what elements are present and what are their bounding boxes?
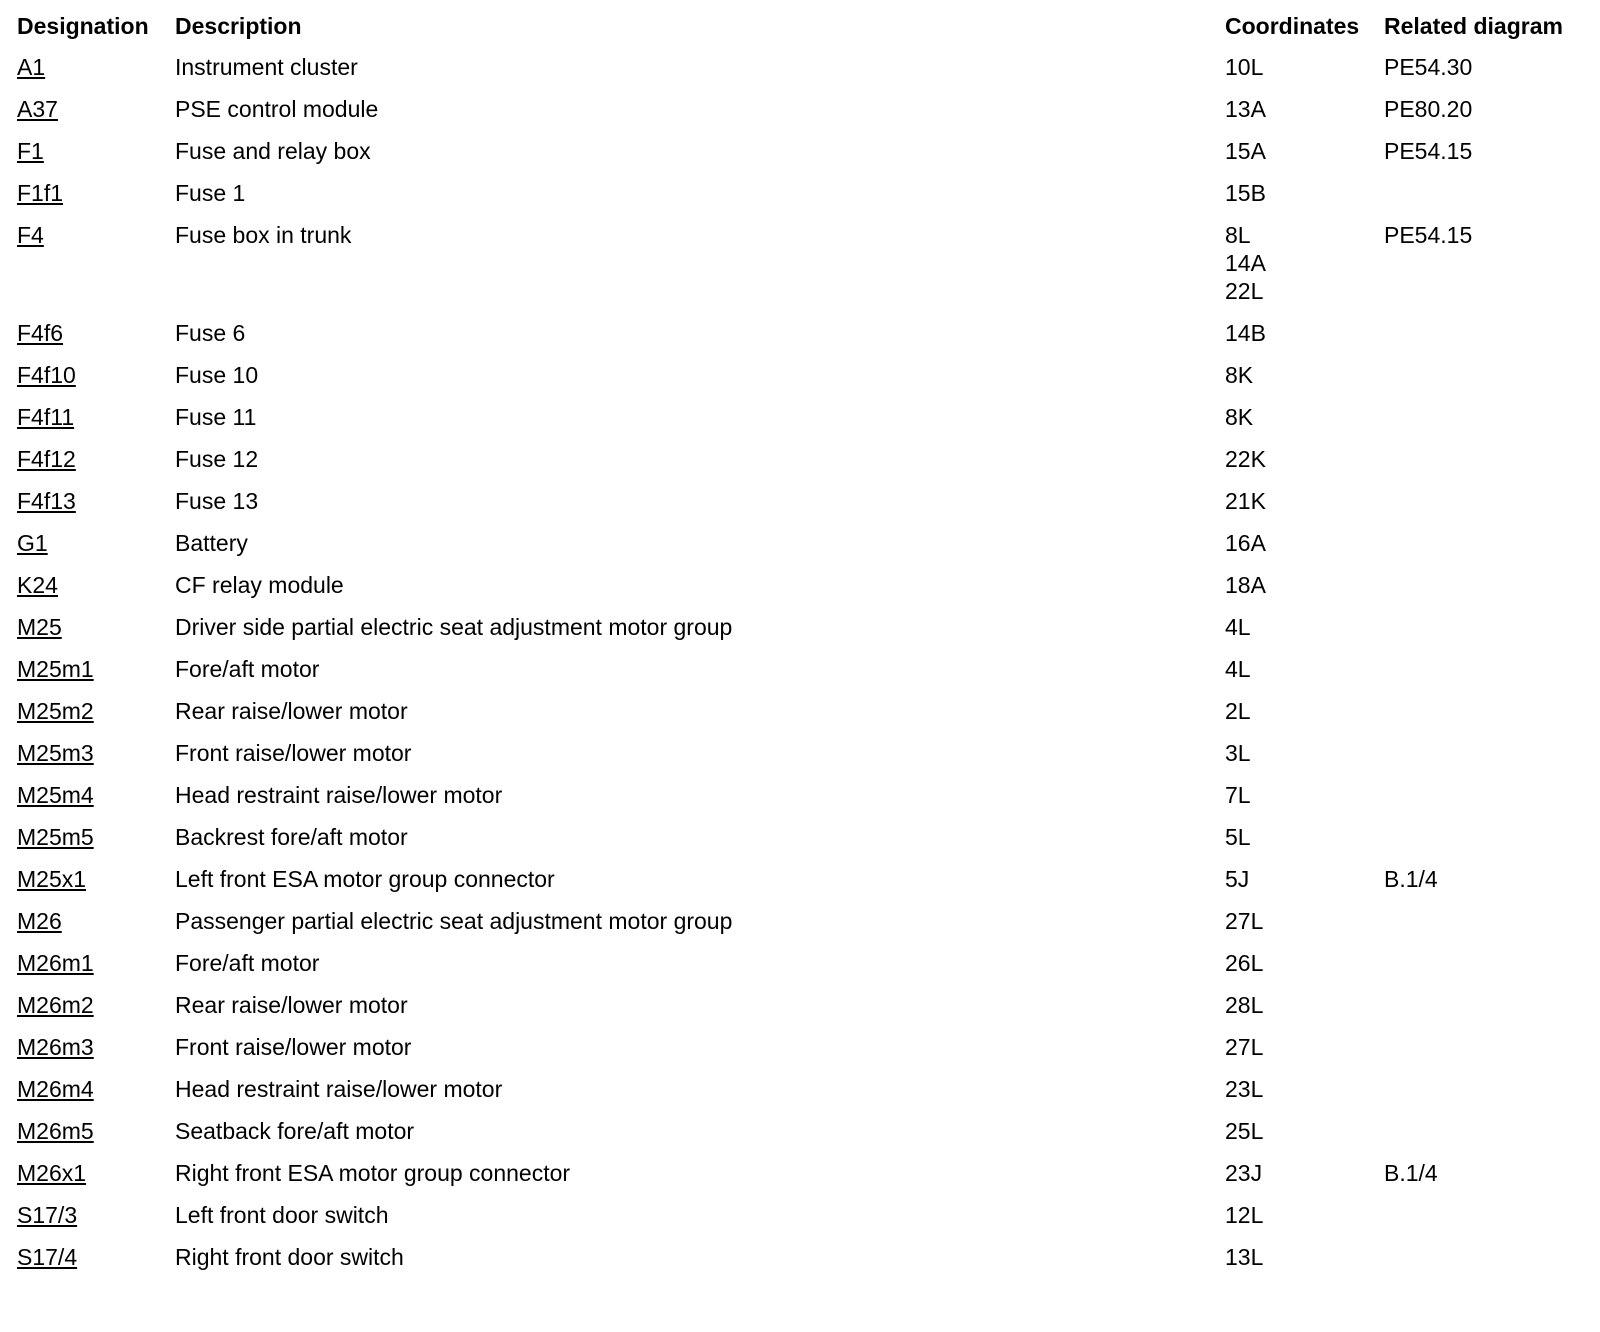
coordinate-value: 22L <box>1225 278 1264 304</box>
coordinate-value: 23J <box>1225 1160 1263 1186</box>
designation-link[interactable]: M25m1 <box>17 656 94 682</box>
description-cell: Fuse box in trunk <box>175 222 352 248</box>
header-description: Description <box>175 13 302 39</box>
description-cell: Head restraint raise/lower motor <box>175 1076 503 1102</box>
related-diagram-cell: PE54.30 <box>1384 54 1473 80</box>
designation-link[interactable]: F1f1 <box>17 180 64 206</box>
description-cell: Fuse 11 <box>175 404 257 430</box>
designation-cell <box>17 393 175 435</box>
table-body <box>17 43 1584 1275</box>
table-row <box>17 85 1584 127</box>
coordinates-cell <box>1225 645 1384 687</box>
description-cell: Fuse 10 <box>175 362 259 388</box>
table-row <box>17 1233 1584 1275</box>
related-diagram-cell: B.1/4 <box>1384 1160 1438 1186</box>
designation-cell <box>17 561 175 603</box>
table-row <box>17 477 1584 519</box>
coordinates-cell <box>1225 1191 1384 1233</box>
designation-link[interactable]: M25x1 <box>17 866 87 892</box>
description-cell: Head restraint raise/lower motor <box>175 782 503 808</box>
related-diagram-cell <box>1384 603 1584 645</box>
description-cell: Left front ESA motor group connector <box>175 866 555 892</box>
description-cell: Seatback fore/aft motor <box>175 1118 415 1144</box>
related-diagram-cell <box>1384 169 1584 211</box>
table-row <box>17 1107 1584 1149</box>
designation-cell <box>17 981 175 1023</box>
coordinates-cell <box>1225 939 1384 981</box>
description-cell: Left front door switch <box>175 1202 389 1228</box>
related-diagram-cell <box>1384 813 1584 855</box>
coordinates-cell <box>1225 1233 1384 1275</box>
description-cell: PSE control module <box>175 96 379 122</box>
designation-cell <box>17 435 175 477</box>
related-diagram-cell <box>1384 435 1584 477</box>
coordinate-value: 18A <box>1225 572 1266 598</box>
designation-link[interactable]: G1 <box>17 530 48 556</box>
coordinates-cell <box>1225 309 1384 351</box>
related-diagram-cell <box>1384 687 1584 729</box>
designation-cell <box>17 939 175 981</box>
table-row <box>17 771 1584 813</box>
designation-link[interactable]: F4f10 <box>17 362 76 388</box>
designation-cell <box>17 519 175 561</box>
designation-link[interactable]: K24 <box>17 572 58 598</box>
related-diagram-cell <box>1384 1065 1584 1107</box>
designation-cell <box>17 855 175 897</box>
designation-cell <box>17 351 175 393</box>
coordinates-cell <box>1225 981 1384 1023</box>
table-row <box>17 855 1584 897</box>
designation-link[interactable]: A37 <box>17 96 58 122</box>
designation-cell <box>17 127 175 169</box>
designation-link[interactable]: M26m1 <box>17 950 94 976</box>
coordinate-value: 14A <box>1225 250 1266 276</box>
designation-cell <box>17 169 175 211</box>
coordinates-cell <box>1225 603 1384 645</box>
coordinate-value: 13A <box>1225 96 1266 122</box>
coordinate-value: 3L <box>1225 740 1251 766</box>
related-diagram-cell <box>1384 1191 1584 1233</box>
designation-link[interactable]: F4f11 <box>17 404 75 430</box>
table-row <box>17 897 1584 939</box>
designation-cell <box>17 813 175 855</box>
coordinate-value: 21K <box>1225 488 1266 514</box>
designation-link[interactable]: M26m5 <box>17 1118 94 1144</box>
table-row <box>17 645 1584 687</box>
coordinates-cell <box>1225 519 1384 561</box>
table-row <box>17 561 1584 603</box>
related-diagram-cell <box>1384 477 1584 519</box>
table-row <box>17 309 1584 351</box>
designation-cell <box>17 1233 175 1275</box>
designation-link[interactable]: M25 <box>17 614 62 640</box>
coordinates-cell <box>1225 897 1384 939</box>
related-diagram-cell: B.1/4 <box>1384 866 1438 892</box>
table-row <box>17 603 1584 645</box>
coordinate-value: 5J <box>1225 866 1250 892</box>
designation-link[interactable]: M26 <box>17 908 62 934</box>
header-related-diagram: Related diagram <box>1384 13 1563 39</box>
related-diagram-cell <box>1384 729 1584 771</box>
coordinate-value: 2L <box>1225 698 1251 724</box>
designation-cell <box>17 43 175 85</box>
coordinates-cell <box>1225 477 1384 519</box>
description-cell: Driver side partial electric seat adjustment motor group <box>175 614 733 640</box>
coordinate-value: 10L <box>1225 54 1264 80</box>
table-row <box>17 1065 1584 1107</box>
table-row <box>17 211 1584 309</box>
coordinates-cell <box>1225 1023 1384 1065</box>
table-row <box>17 939 1584 981</box>
related-diagram-cell <box>1384 519 1584 561</box>
table-row <box>17 169 1584 211</box>
related-diagram-cell: PE80.20 <box>1384 96 1473 122</box>
designation-cell <box>17 211 175 309</box>
description-cell: Battery <box>175 530 248 556</box>
description-cell: CF relay module <box>175 572 344 598</box>
coordinates-cell <box>1225 1149 1384 1191</box>
header-coordinates: Coordinates <box>1225 13 1360 39</box>
coordinate-value: 14B <box>1225 320 1266 346</box>
description-cell: Fuse 12 <box>175 446 259 472</box>
designation-cell <box>17 1023 175 1065</box>
related-diagram-cell: PE54.15 <box>1384 222 1473 248</box>
designation-link[interactable]: M25m5 <box>17 824 94 850</box>
coordinates-cell <box>1225 687 1384 729</box>
designation-cell <box>17 1149 175 1191</box>
designation-link[interactable]: M25m3 <box>17 740 94 766</box>
designation-cell <box>17 603 175 645</box>
description-cell: Right front ESA motor group connector <box>175 1160 571 1186</box>
table-row <box>17 1191 1584 1233</box>
table-header-row <box>17 13 1584 43</box>
coordinates-cell <box>1225 351 1384 393</box>
header-designation: Designation <box>17 13 149 39</box>
coordinate-value: 13L <box>1225 1244 1264 1270</box>
description-cell: Instrument cluster <box>175 54 358 80</box>
coordinate-value: 8K <box>1225 362 1254 388</box>
designation-link[interactable]: M25m2 <box>17 698 94 724</box>
component-legend-table <box>17 13 1584 1275</box>
table-row <box>17 435 1584 477</box>
related-diagram-cell <box>1384 561 1584 603</box>
coordinate-value: 15A <box>1225 138 1266 164</box>
designation-cell <box>17 85 175 127</box>
designation-cell <box>17 897 175 939</box>
designation-link[interactable]: F4f12 <box>17 446 76 472</box>
coordinates-cell <box>1225 855 1384 897</box>
related-diagram-cell <box>1384 393 1584 435</box>
designation-link[interactable]: F1 <box>17 138 44 164</box>
description-cell: Fore/aft motor <box>175 950 320 976</box>
coordinates-cell <box>1225 729 1384 771</box>
coordinates-cell <box>1225 561 1384 603</box>
designation-link[interactable]: S17/3 <box>17 1202 78 1228</box>
coordinate-value: 8L <box>1225 222 1251 248</box>
related-diagram-cell <box>1384 1023 1584 1065</box>
designation-link[interactable]: S17/4 <box>17 1244 78 1270</box>
designation-cell <box>17 1191 175 1233</box>
designation-cell <box>17 771 175 813</box>
description-cell: Front raise/lower motor <box>175 740 412 766</box>
table-row <box>17 1149 1584 1191</box>
designation-cell <box>17 687 175 729</box>
table-row <box>17 729 1584 771</box>
designation-link[interactable]: F4 <box>17 222 44 248</box>
related-diagram-cell <box>1384 897 1584 939</box>
coordinates-cell <box>1225 435 1384 477</box>
designation-link[interactable]: M26m2 <box>17 992 94 1018</box>
description-cell: Fore/aft motor <box>175 656 320 682</box>
table-row <box>17 813 1584 855</box>
coordinates-cell <box>1225 85 1384 127</box>
coordinate-value: 16A <box>1225 530 1266 556</box>
related-diagram-cell <box>1384 351 1584 393</box>
related-diagram-cell <box>1384 771 1584 813</box>
table-row <box>17 393 1584 435</box>
table-row <box>17 687 1584 729</box>
coordinates-cell <box>1225 127 1384 169</box>
coordinate-value: 27L <box>1225 1034 1264 1060</box>
coordinates-cell <box>1225 813 1384 855</box>
table-row <box>17 43 1584 85</box>
designation-link[interactable]: M26m4 <box>17 1076 94 1102</box>
related-diagram-cell <box>1384 981 1584 1023</box>
description-cell: Right front door switch <box>175 1244 404 1270</box>
designation-cell <box>17 729 175 771</box>
related-diagram-cell <box>1384 309 1584 351</box>
coordinates-cell <box>1225 771 1384 813</box>
table-row <box>17 127 1584 169</box>
related-diagram-cell <box>1384 1107 1584 1149</box>
coordinates-cell <box>1225 1065 1384 1107</box>
coordinate-value: 4L <box>1225 614 1251 640</box>
description-cell: Fuse 1 <box>175 180 246 206</box>
description-cell: Fuse 6 <box>175 320 246 346</box>
description-cell: Rear raise/lower motor <box>175 992 408 1018</box>
designation-cell <box>17 477 175 519</box>
designation-link[interactable]: A1 <box>17 54 46 80</box>
designation-link[interactable]: F4f13 <box>17 488 76 514</box>
coordinate-value: 7L <box>1225 782 1251 808</box>
coordinates-cell <box>1225 211 1384 309</box>
table-row <box>17 981 1584 1023</box>
description-cell: Passenger partial electric seat adjustment motor group <box>175 908 733 934</box>
designation-link[interactable]: M26m3 <box>17 1034 94 1060</box>
designation-cell <box>17 1065 175 1107</box>
description-cell: Rear raise/lower motor <box>175 698 408 724</box>
coordinate-value: 5L <box>1225 824 1251 850</box>
designation-cell <box>17 309 175 351</box>
designation-link[interactable]: M25m4 <box>17 782 94 808</box>
description-cell: Front raise/lower motor <box>175 1034 412 1060</box>
coordinate-value: 12L <box>1225 1202 1264 1228</box>
designation-cell <box>17 645 175 687</box>
coordinate-value: 8K <box>1225 404 1254 430</box>
coordinate-value: 15B <box>1225 180 1266 206</box>
coordinate-value: 27L <box>1225 908 1264 934</box>
designation-cell <box>17 1107 175 1149</box>
description-cell: Backrest fore/aft motor <box>175 824 408 850</box>
coordinate-value: 28L <box>1225 992 1264 1018</box>
coordinates-cell <box>1225 393 1384 435</box>
designation-link[interactable]: F4f6 <box>17 320 64 346</box>
coordinate-value: 22K <box>1225 446 1266 472</box>
description-cell: Fuse and relay box <box>175 138 371 164</box>
table-row <box>17 1023 1584 1065</box>
coordinates-cell <box>1225 1107 1384 1149</box>
related-diagram-cell <box>1384 939 1584 981</box>
designation-link[interactable]: M26x1 <box>17 1160 87 1186</box>
description-cell: Fuse 13 <box>175 488 259 514</box>
table-row <box>17 351 1584 393</box>
coordinate-value: 26L <box>1225 950 1264 976</box>
coordinate-value: 25L <box>1225 1118 1264 1144</box>
related-diagram-cell <box>1384 645 1584 687</box>
coordinate-value: 4L <box>1225 656 1251 682</box>
table-row <box>17 519 1584 561</box>
related-diagram-cell: PE54.15 <box>1384 138 1473 164</box>
coordinates-cell <box>1225 169 1384 211</box>
coordinate-value: 23L <box>1225 1076 1264 1102</box>
coordinates-cell <box>1225 43 1384 85</box>
related-diagram-cell <box>1384 1233 1584 1275</box>
